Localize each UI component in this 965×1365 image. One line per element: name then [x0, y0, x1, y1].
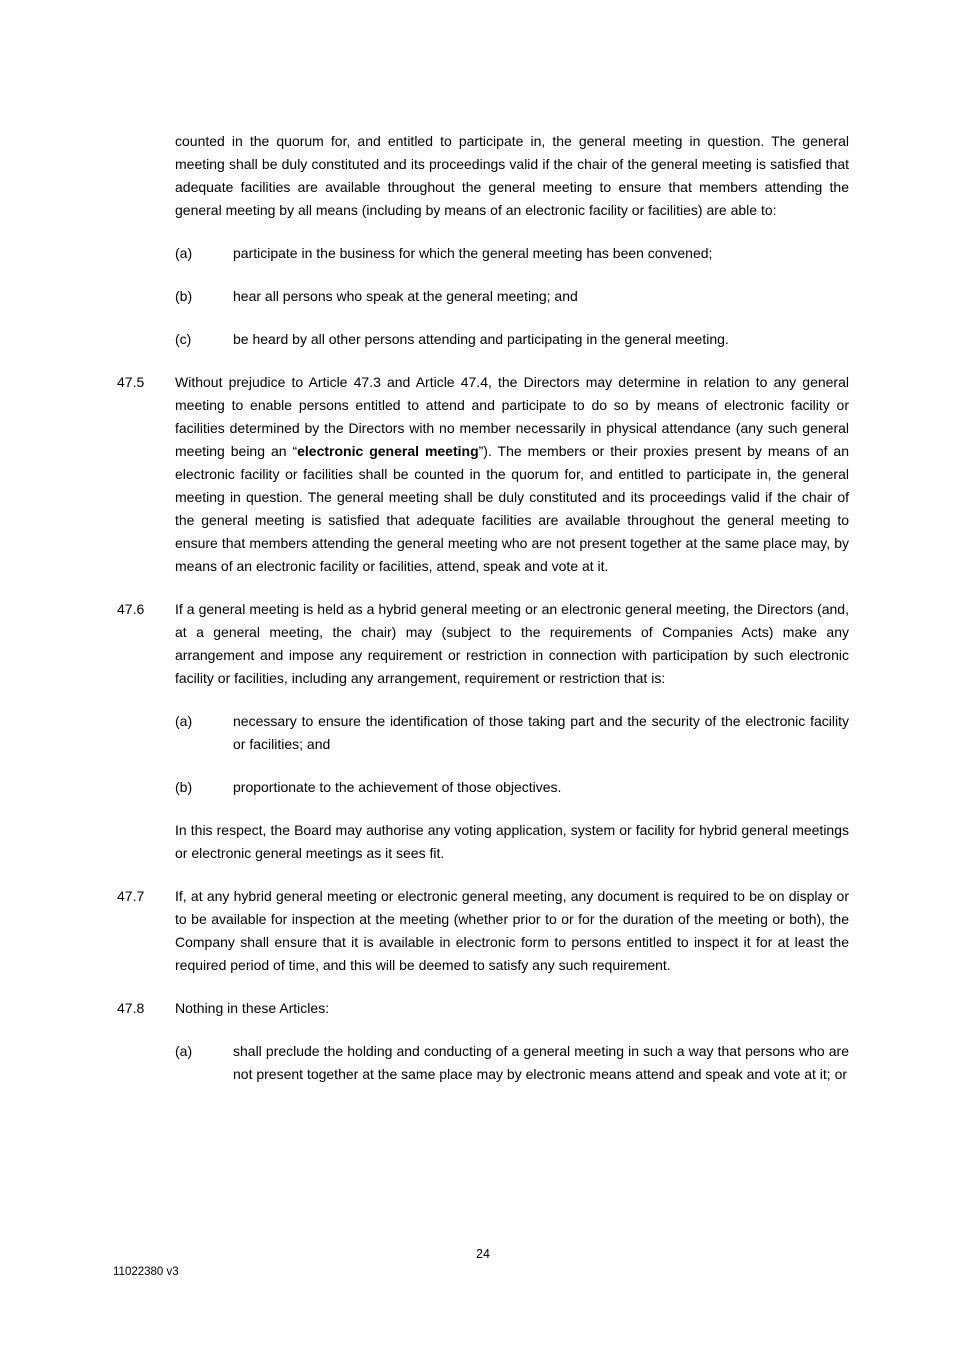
list-item-a [175, 1040, 849, 1086]
section-number: 47.6 [117, 601, 145, 617]
section-text-after-bold: ”). The members or their proxies present by means of an electronic facility or facilities shall be counted in the quorum for, and entitled to participate in, the general meeting in question. The general meeting shall be duly constituted and its proceedings valid if the chair of the general meeting is satisfied that adequate facilities are available throughout the general meeting to ensure that members attending the general meeting who are not present together at the same place may, by means of an electronic facility or facilities, attend, speak and vote at it. [175, 443, 850, 574]
section-text [175, 371, 849, 578]
section-text: If a general meeting is held as a hybrid general meeting or an electronic general meeting, the Directors (and, at a general meeting, the chair) may (subject to the requirements of Companies Acts) make any arrangement and impose any requirement or restriction in connection with participation by such electronic facility or facilities, including any arrangement, requirement or restriction that is: [175, 601, 849, 686]
section-text-before-bold: Without prejudice to Article 47.3 and Article 47.4, the Directors may determine in relation to any general meeting to enable persons entitled to attend and participate to do so by means of electronic facility or facilities determined by the Directors with no member necessarily in physical attendance (any such general meeting being an “ [175, 374, 849, 459]
section-47-7 [117, 885, 849, 977]
section-number: 47.8 [117, 1000, 145, 1016]
list-item-text: participate in the business for which the general meeting has been convened; [233, 245, 713, 261]
document-body [117, 130, 849, 1106]
section-47-6 [117, 598, 849, 690]
list-item-label: (c) [175, 331, 192, 347]
doc-version-footer: 11022380 v3 [113, 1266, 179, 1278]
list-item-label: (b) [175, 779, 193, 795]
list-item-text: shall preclude the holding and conducting of a general meeting in such a way that persons who are not present together at the same place may by electronic means attend and speak and vote at it; or [233, 1043, 849, 1082]
paragraph-continuation: counted in the quorum for, and entitled to participate in, the general meeting in question. The general meeting shall be duly constituted and its proceedings valid if the chair of the general meeting is satisfied that adequate facilities are available throughout the general meeting to ensure that members attending the general meeting by all means (including by means of an electronic facility or facilities) are able to: [175, 133, 849, 218]
section-number: 47.7 [117, 888, 145, 904]
list-item-label: (a) [175, 713, 193, 729]
section-number: 47.5 [117, 374, 145, 390]
list-item-text: be heard by all other persons attending and participating in the general meeting. [233, 331, 729, 347]
list-item-c [175, 328, 849, 351]
list-item-text: hear all persons who speak at the general meeting; and [233, 288, 578, 304]
list-item-b [175, 776, 849, 799]
page-number: 24 [476, 1247, 490, 1261]
list-item-label: (b) [175, 288, 193, 304]
section-47-5 [117, 371, 849, 578]
list-item-label: (a) [175, 245, 193, 261]
list-item-text: proportionate to the achievement of those objectives. [233, 779, 562, 795]
list-item-a [175, 710, 849, 756]
list-item-label: (a) [175, 1043, 193, 1059]
list-item-b [175, 285, 849, 308]
list-item-text: necessary to ensure the identification of those taking part and the security of the electronic facility or facilities; and [233, 713, 849, 752]
section-text: Nothing in these Articles: [175, 1000, 330, 1016]
defined-term: electronic general meeting [297, 443, 479, 459]
list-item-a [175, 242, 849, 265]
paragraph-board-authorise: In this respect, the Board may authorise any voting application, system or facility for hybrid general meetings or electronic general meetings as it sees fit. [175, 822, 849, 861]
section-text: If, at any hybrid general meeting or electronic general meeting, any document is required to be on display or to be available for inspection at the meeting (whether prior to or for the duration of the meeting or both), the Company shall ensure that it is available in electronic form to persons entitled to inspect it for at least the required period of time, and this will be deemed to satisfy any such requirement. [175, 888, 849, 973]
section-47-8 [117, 997, 849, 1020]
